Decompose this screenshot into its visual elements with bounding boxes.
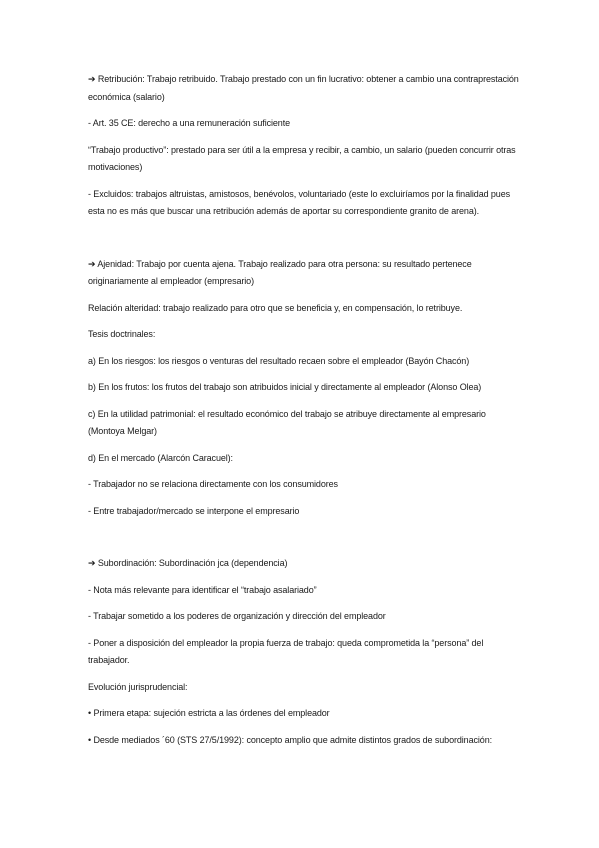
paragraph-text: Retribución: Trabajo retribuido. Trabajo prestado con un fin lucrativo: obtener a cambio una contraprestación económica (salario) — [88, 74, 519, 102]
section-gap — [88, 529, 520, 555]
paragraph — [88, 300, 520, 318]
paragraph — [88, 476, 520, 494]
paragraph-text: • Primera etapa: sujeción estricta a las órdenes del empleador — [88, 708, 330, 718]
paragraph — [88, 608, 520, 626]
paragraph — [88, 186, 520, 221]
paragraph-text: b) En los frutos: los frutos del trabajo son atribuidos inicial y directamente al empleador (Alonso Olea) — [88, 382, 482, 392]
paragraph — [88, 379, 520, 397]
paragraph-text: - Excluidos: trabajos altruistas, amistosos, benévolos, voluntariado (este lo excluiríamos por la finalidad pues esta no es más que buscar una retribución además de aportar su correspondiente granito de arena). — [88, 188, 511, 216]
paragraph-text: - Entre trabajador/mercado se interpone el empresario — [88, 505, 300, 516]
paragraph-text: Evolución jurisprudencial: — [88, 681, 188, 692]
paragraph — [88, 406, 520, 441]
paragraph — [88, 71, 520, 106]
paragraph-text: Ajenidad: Trabajo por cuenta ajena. Trabajo realizado para otra persona: su resultado pertenece originariamente al empleador (empresario) — [88, 258, 472, 286]
paragraph-text: Subordinación: Subordinación jca (dependencia) — [95, 558, 288, 568]
paragraph-text: - Nota más relevante para identificar el “trabajo asalariado” — [88, 584, 317, 595]
paragraph-text: Tesis doctrinales: — [88, 329, 156, 339]
paragraph-text: Relación alteridad: trabajo realizado para otro que se beneficia y, en compensación, lo retribuye. — [88, 302, 463, 313]
paragraph-text: a) En los riesgos: los riesgos o venturas del resultado recaen sobre el empleador (Bayón Chacón) — [88, 355, 470, 366]
paragraph — [88, 256, 520, 291]
paragraph — [88, 555, 520, 573]
paragraph — [88, 142, 520, 177]
paragraph — [88, 326, 520, 344]
paragraph — [88, 450, 520, 468]
arrow-icon: ➔ — [88, 258, 96, 269]
paragraph — [88, 732, 520, 750]
paragraph — [88, 705, 520, 723]
paragraph-text: c) En la utilidad patrimonial: el resultado económico del trabajo se atribuye directamente al empresario (Montoya Melgar) — [88, 408, 486, 436]
paragraph-text: - Art. 35 CE: derecho a una remuneración suficiente — [88, 118, 291, 128]
paragraph-text: - Trabajador no se relaciona directamente con los consumidores — [88, 479, 338, 489]
paragraph-text: d) En el mercado (Alarcón Caracuel): — [88, 452, 233, 463]
arrow-icon: ➔ — [88, 74, 96, 84]
document-body — [88, 71, 520, 758]
paragraph-text: “Trabajo productivo”: prestado para ser útil a la empresa y recibir, a cambio, un salario (pueden concurrir otras motivaciones) — [88, 144, 516, 172]
paragraph — [88, 635, 520, 670]
paragraph-text: - Trabajar sometido a los poderes de organización y dirección del empleador — [88, 611, 386, 621]
paragraph — [88, 115, 520, 133]
paragraph-text: • Desde mediados ´60 (STS 27/5/1992): concepto amplio que admite distintos grados de subordinación: — [88, 734, 492, 745]
section-gap — [88, 230, 520, 256]
paragraph-text: - Poner a disposición del empleador la propia fuerza de trabajo: queda comprometida la “persona” del trabajador. — [88, 637, 484, 665]
paragraph — [88, 582, 520, 600]
paragraph — [88, 503, 520, 521]
arrow-icon: ➔ — [88, 558, 96, 568]
paragraph — [88, 679, 520, 697]
paragraph — [88, 353, 520, 371]
